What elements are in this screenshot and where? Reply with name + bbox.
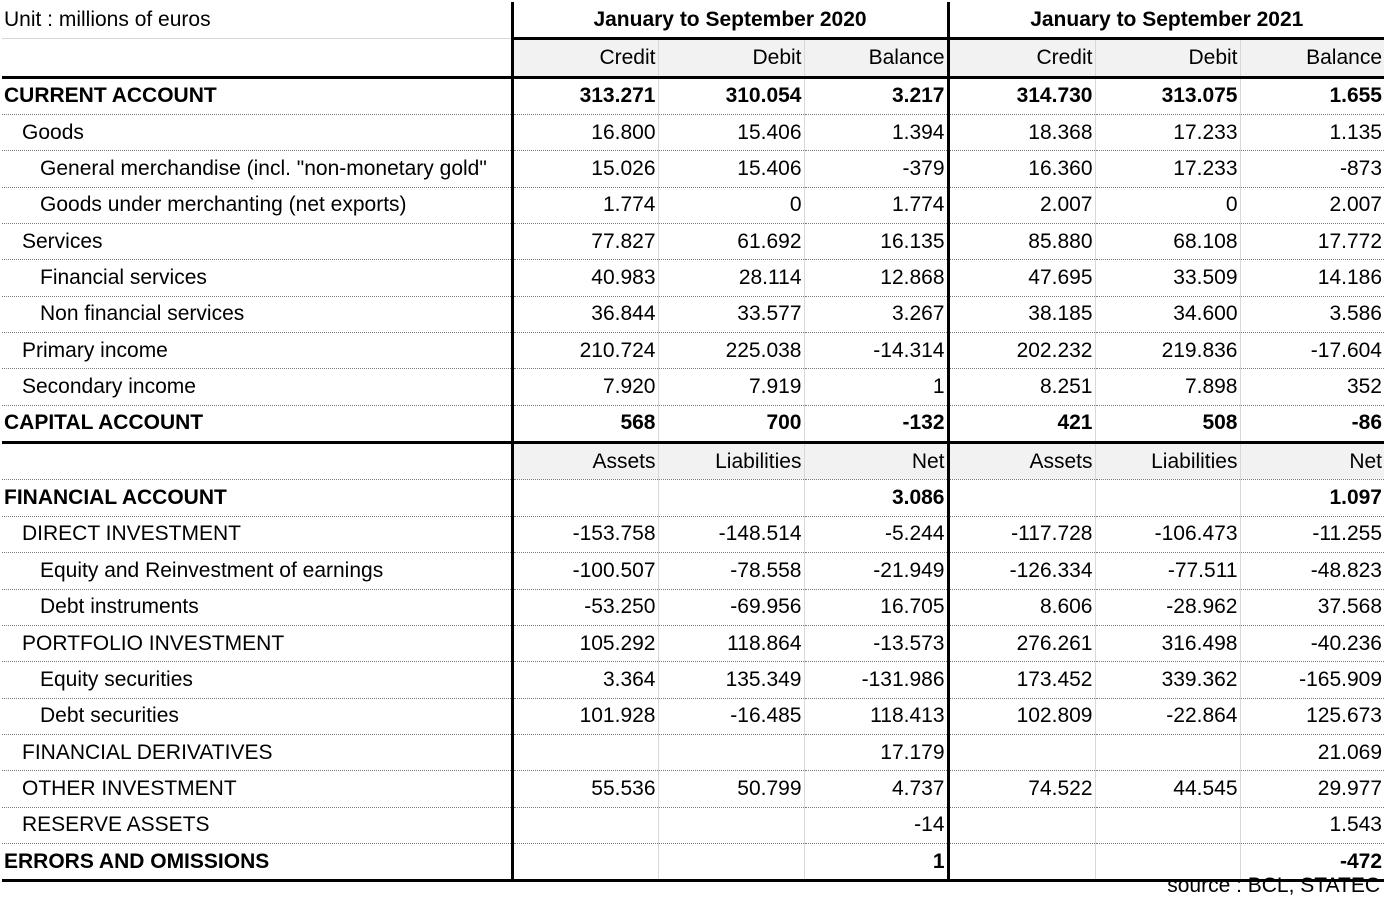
table-cell: 105.292 <box>512 625 658 661</box>
row-label: General merchandise (incl. "non-monetary gold" <box>2 151 512 187</box>
table-cell: 29.977 <box>1240 771 1384 807</box>
table-cell: 18.368 <box>948 115 1095 151</box>
table-cell: 40.983 <box>512 260 658 296</box>
table-cell: 17.233 <box>1095 115 1240 151</box>
table-cell: 8.606 <box>948 589 1095 625</box>
row-label: FINANCIAL ACCOUNT <box>2 480 512 516</box>
table-cell: 1.543 <box>1240 807 1384 843</box>
table-cell: -132 <box>804 405 948 442</box>
table-cell: 225.038 <box>658 333 804 369</box>
table-cell: -117.728 <box>948 516 1095 552</box>
table-cell: 202.232 <box>948 333 1095 369</box>
table-cell <box>512 480 658 516</box>
table-cell: 276.261 <box>948 625 1095 661</box>
table-cell: 15.406 <box>658 151 804 187</box>
table-cell: -77.511 <box>1095 553 1240 589</box>
table-cell: 33.509 <box>1095 260 1240 296</box>
row-label: Equity and Reinvestment of earnings <box>2 553 512 589</box>
table-cell <box>1095 734 1240 770</box>
table-cell: 55.536 <box>512 771 658 807</box>
table-cell: 16.360 <box>948 151 1095 187</box>
table-cell: -106.473 <box>1095 516 1240 552</box>
table-cell: 1.135 <box>1240 115 1384 151</box>
row-label: FINANCIAL DERIVATIVES <box>2 734 512 770</box>
table-cell: 101.928 <box>512 698 658 734</box>
col-header: Liabilities <box>1095 443 1240 480</box>
table-cell: 14.186 <box>1240 260 1384 296</box>
table-row <box>2 224 1384 260</box>
col-header: Credit <box>512 39 658 77</box>
table-cell: -153.758 <box>512 516 658 552</box>
table-cell: 16.800 <box>512 115 658 151</box>
table-cell: 1.774 <box>804 187 948 223</box>
table-row <box>2 771 1384 807</box>
table-cell <box>658 480 804 516</box>
table-cell: -11.255 <box>1240 516 1384 552</box>
table-cell <box>658 843 804 880</box>
table-row <box>2 187 1384 223</box>
table-cell: 34.600 <box>1095 296 1240 332</box>
sub-header-blank <box>2 39 512 77</box>
table-row <box>2 625 1384 661</box>
table-cell: 1.097 <box>1240 480 1384 516</box>
table-cell: 125.673 <box>1240 698 1384 734</box>
row-label: ERRORS AND OMISSIONS <box>2 843 512 880</box>
table-cell <box>948 843 1095 880</box>
table-cell: 37.568 <box>1240 589 1384 625</box>
table-row <box>2 734 1384 770</box>
table-cell: -14 <box>804 807 948 843</box>
source-note: source : BCL, STATEC <box>1167 874 1380 897</box>
col-header: Liabilities <box>658 443 804 480</box>
row-label: Goods <box>2 115 512 151</box>
table-cell: 0 <box>658 187 804 223</box>
balance-of-payments-table <box>2 2 1384 882</box>
table-cell: -21.949 <box>804 553 948 589</box>
table-cell: 508 <box>1095 405 1240 442</box>
table-cell: -100.507 <box>512 553 658 589</box>
period-header-row <box>2 2 1384 39</box>
table-cell: 4.737 <box>804 771 948 807</box>
table-cell: 15.026 <box>512 151 658 187</box>
table-cell: -69.956 <box>658 589 804 625</box>
table-cell: 352 <box>1240 369 1384 405</box>
sub-header-row-assets-liabilities <box>2 443 1384 480</box>
table-cell: 74.522 <box>948 771 1095 807</box>
row-label: Goods under merchanting (net exports) <box>2 187 512 223</box>
table-cell: 17.233 <box>1095 151 1240 187</box>
table-cell: 314.730 <box>948 77 1095 114</box>
period-2020-header: January to September 2020 <box>512 2 948 39</box>
table-cell: 219.836 <box>1095 333 1240 369</box>
table-cell: -48.823 <box>1240 553 1384 589</box>
table-cell: 3.217 <box>804 77 948 114</box>
table-cell: 1.394 <box>804 115 948 151</box>
table-row <box>2 151 1384 187</box>
row-label: Services <box>2 224 512 260</box>
table-row <box>2 516 1384 552</box>
row-label: PORTFOLIO INVESTMENT <box>2 625 512 661</box>
table-cell: -472 <box>1240 843 1384 880</box>
table-cell: 1 <box>804 369 948 405</box>
table-cell <box>658 734 804 770</box>
table-cell: 17.772 <box>1240 224 1384 260</box>
row-label: DIRECT INVESTMENT <box>2 516 512 552</box>
row-label: RESERVE ASSETS <box>2 807 512 843</box>
table-cell: 316.498 <box>1095 625 1240 661</box>
table-cell: 8.251 <box>948 369 1095 405</box>
table-cell: 38.185 <box>948 296 1095 332</box>
table-cell: 85.880 <box>948 224 1095 260</box>
table-cell: -86 <box>1240 405 1384 442</box>
table-cell <box>1095 480 1240 516</box>
col-header: Balance <box>1240 39 1384 77</box>
row-label: Financial services <box>2 260 512 296</box>
table-row <box>2 807 1384 843</box>
table-cell: 3.364 <box>512 662 658 698</box>
col-header: Balance <box>804 39 948 77</box>
table-row <box>2 296 1384 332</box>
table-cell: 33.577 <box>658 296 804 332</box>
table-cell: -13.573 <box>804 625 948 661</box>
table-cell: 118.413 <box>804 698 948 734</box>
table-cell <box>1095 807 1240 843</box>
row-label: Debt securities <box>2 698 512 734</box>
table-cell: 0 <box>1095 187 1240 223</box>
table-cell: -28.962 <box>1095 589 1240 625</box>
table-cell: 7.920 <box>512 369 658 405</box>
unit-label: Unit : millions of euros <box>2 2 512 39</box>
table-cell: 16.705 <box>804 589 948 625</box>
table-cell: 700 <box>658 405 804 442</box>
table-cell: -40.236 <box>1240 625 1384 661</box>
table-cell: 12.868 <box>804 260 948 296</box>
col-header: Debit <box>658 39 804 77</box>
table-cell: 50.799 <box>658 771 804 807</box>
col-header: Debit <box>1095 39 1240 77</box>
table-cell: -165.909 <box>1240 662 1384 698</box>
table-cell <box>948 734 1095 770</box>
table-cell: 339.362 <box>1095 662 1240 698</box>
row-label: CURRENT ACCOUNT <box>2 77 512 114</box>
table-cell <box>512 843 658 880</box>
table-cell: 15.406 <box>658 115 804 151</box>
table-cell: 1.774 <box>512 187 658 223</box>
table-cell: -5.244 <box>804 516 948 552</box>
table-cell: 2.007 <box>948 187 1095 223</box>
table-cell: -78.558 <box>658 553 804 589</box>
table-cell: 102.809 <box>948 698 1095 734</box>
table-cell: 1.655 <box>1240 77 1384 114</box>
table-row <box>2 260 1384 296</box>
table-cell: 7.919 <box>658 369 804 405</box>
table-row <box>2 115 1384 151</box>
table-cell: -126.334 <box>948 553 1095 589</box>
table-row <box>2 480 1384 516</box>
row-label: CAPITAL ACCOUNT <box>2 405 512 442</box>
col-header: Assets <box>512 443 658 480</box>
sub-header-blank <box>2 443 512 480</box>
table-cell: -22.864 <box>1095 698 1240 734</box>
table-cell: -131.986 <box>804 662 948 698</box>
table-row <box>2 369 1384 405</box>
table-cell: 44.545 <box>1095 771 1240 807</box>
table-cell: 568 <box>512 405 658 442</box>
table-cell: 3.267 <box>804 296 948 332</box>
table-cell: 77.827 <box>512 224 658 260</box>
table-row <box>2 589 1384 625</box>
table-cell: 313.075 <box>1095 77 1240 114</box>
row-label: Secondary income <box>2 369 512 405</box>
table-cell <box>948 480 1095 516</box>
col-header: Net <box>804 443 948 480</box>
table-cell <box>658 807 804 843</box>
col-header: Credit <box>948 39 1095 77</box>
table-cell: 2.007 <box>1240 187 1384 223</box>
row-label: Equity securities <box>2 662 512 698</box>
table-cell <box>512 734 658 770</box>
table-row <box>2 333 1384 369</box>
table-cell: 421 <box>948 405 1095 442</box>
table-row <box>2 405 1384 442</box>
table-cell: -148.514 <box>658 516 804 552</box>
table-cell: 313.271 <box>512 77 658 114</box>
table-cell: 3.086 <box>804 480 948 516</box>
row-label: OTHER INVESTMENT <box>2 771 512 807</box>
col-header: Assets <box>948 443 1095 480</box>
table-cell: -17.604 <box>1240 333 1384 369</box>
table-cell: 135.349 <box>658 662 804 698</box>
table-cell: -14.314 <box>804 333 948 369</box>
table-row <box>2 662 1384 698</box>
table-cell: -16.485 <box>658 698 804 734</box>
table-cell: 210.724 <box>512 333 658 369</box>
table-row <box>2 698 1384 734</box>
table-row <box>2 77 1384 114</box>
col-header: Net <box>1240 443 1384 480</box>
table-cell: 310.054 <box>658 77 804 114</box>
table-cell <box>512 807 658 843</box>
table-cell <box>948 807 1095 843</box>
table-cell: 47.695 <box>948 260 1095 296</box>
table-row <box>2 553 1384 589</box>
table-cell: -53.250 <box>512 589 658 625</box>
table-cell: 7.898 <box>1095 369 1240 405</box>
table-cell: 21.069 <box>1240 734 1384 770</box>
table-cell: 68.108 <box>1095 224 1240 260</box>
table-cell: 3.586 <box>1240 296 1384 332</box>
table-cell: -873 <box>1240 151 1384 187</box>
table-cell: 61.692 <box>658 224 804 260</box>
row-label: Primary income <box>2 333 512 369</box>
table-cell: 118.864 <box>658 625 804 661</box>
table-cell: 36.844 <box>512 296 658 332</box>
table-cell: 1 <box>804 843 948 880</box>
table-cell: 28.114 <box>658 260 804 296</box>
row-label: Non financial services <box>2 296 512 332</box>
period-2021-header: January to September 2021 <box>948 2 1384 39</box>
table-cell: -379 <box>804 151 948 187</box>
sub-header-row-credit-debit <box>2 39 1384 77</box>
table-cell: 16.135 <box>804 224 948 260</box>
row-label: Debt instruments <box>2 589 512 625</box>
table-cell: 173.452 <box>948 662 1095 698</box>
table-cell: 17.179 <box>804 734 948 770</box>
